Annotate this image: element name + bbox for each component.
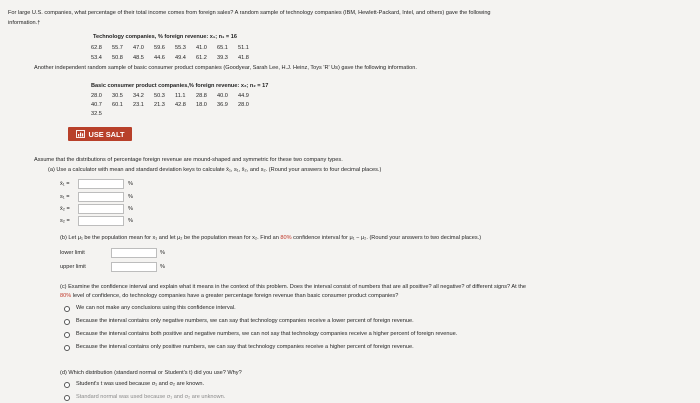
part-d-option-1-radio[interactable] [64,382,70,388]
value-cell: 44.6 [154,55,165,61]
part-c-option-3[interactable]: Because the interval contains both positive and negative numbers, we can not say that technology companies receive a higher percent of foreign revenue. [76,331,458,337]
tech-row-1 [91,45,259,51]
part-c-prompt-1: (c) Examine the confidence interval and explain what it means in the context of this problem. Does the interval consist of numbers that are all positive? all negative? of different signs? At the [60,284,526,290]
value-cell: 55.3 [175,45,186,51]
part-c-prompt-2 [60,293,398,299]
tech-row-2 [91,55,259,61]
value-cell: 21.3 [154,102,165,108]
value-cell: 55.7 [112,45,123,51]
value-cell: 59.6 [154,45,165,51]
part-c-option-2-radio[interactable] [64,319,70,325]
intro-line-2: information.† [8,20,41,26]
value-cell: 18.0 [196,102,207,108]
value-cell: 23.1 [133,102,144,108]
s2-label: s₂ = [60,218,70,224]
intro-line-1: For large U.S. companies, what percentage of their total income comes from foreign sales? A random sample of technology companies (IBM, Hewlett-Packard, Intel, and others) gave the following [8,10,491,16]
lower-limit-unit: % [160,250,165,256]
value-cell: 32.5 [91,111,102,117]
value-cell: 51.1 [238,45,249,51]
value-cell: 49.4 [175,55,186,61]
s2-input[interactable] [78,216,124,226]
lower-limit-label: lower limit [60,250,85,256]
use-salt-button[interactable] [68,127,132,141]
value-cell: 28.0 [91,93,102,99]
xbar2-input[interactable] [78,204,124,214]
value-cell: 40.7 [91,102,102,108]
upper-limit-input[interactable] [111,262,157,272]
value-cell: 65.1 [217,45,228,51]
part-a-prompt: (a) Use a calculator with mean and standard deviation keys to calculate x̄₁, s₁, x̄₂, and s₂. (Round your answers to four decimal places.) [48,167,382,173]
confidence-level: 80% [60,293,72,299]
s1-unit: % [128,194,133,200]
part-c-option-4[interactable]: Because the interval contains only positive numbers, we can say that technology companies receive a higher percent of foreign revenue. [76,344,414,350]
part-b-prompt-start: (b) Let μ₁ be the population mean for x₁ and let μ₂ be the population mean for x₂. Find an [60,235,281,241]
value-cell: 34.2 [133,93,144,99]
value-cell: 61.2 [196,55,207,61]
value-cell: 41.8 [238,55,249,61]
basic-row-2 [91,102,259,108]
upper-limit-unit: % [160,264,165,270]
confidence-level: 80% [280,235,292,241]
value-cell: 11.1 [175,93,186,99]
value-cell: 28.0 [238,102,249,108]
value-cell: 53.4 [91,55,102,61]
chart-icon [76,130,85,138]
tech-title: Technology companies, % foreign revenue: x₁; n₁ = 16 [93,34,237,40]
part-c-option-1[interactable]: We can not make any conclusions using this confidence interval. [76,305,236,311]
part-d-option-2[interactable]: Standard normal was used because σ₁ and σ₂ are unknown. [76,394,226,400]
another-sample-text: Another independent random sample of basic consumer product companies (Goodyear, Sarah Lee, H.J. Heinz, Toys 'R' Us) gave the following information. [34,65,417,71]
value-cell: 30.5 [112,93,123,99]
part-c-option-4-radio[interactable] [64,345,70,351]
part-c-prompt-2-rest: level of confidence, do technology companies have a greater percentage foreign revenue than basic consumer product companies? [71,293,399,299]
value-cell: 39.3 [217,55,228,61]
value-cell: 60.1 [112,102,123,108]
value-cell: 44.9 [238,93,249,99]
value-cell: 50.3 [154,93,165,99]
part-b-prompt-end: confidence interval for μ₁ − μ₂. (Round your answers to two decimal places.) [291,235,482,241]
basic-row-3 [91,111,112,117]
lower-limit-input[interactable] [111,248,157,258]
basic-title: Basic consumer product companies,% foreign revenue: x₂; n₂ = 17 [91,83,269,89]
part-c-option-1-radio[interactable] [64,306,70,312]
xbar1-unit: % [128,181,133,187]
s1-input[interactable] [78,192,124,202]
assume-text: Assume that the distributions of percentage foreign revenue are mound-shaped and symmetric for these two company types. [34,157,343,163]
basic-row-1 [91,93,259,99]
xbar2-unit: % [128,206,133,212]
part-c-option-2[interactable]: Because the interval contains only negative numbers, we can say that technology companies receive a lower percent of foreign revenue. [76,318,414,324]
value-cell: 47.0 [133,45,144,51]
part-d-option-1[interactable]: Student's t was used because σ₁ and σ₂ are known. [76,381,205,387]
value-cell: 62.8 [91,45,102,51]
part-c-option-3-radio[interactable] [64,332,70,338]
upper-limit-label: upper limit [60,264,86,270]
xbar1-input[interactable] [78,179,124,189]
value-cell: 48.5 [133,55,144,61]
value-cell: 40.0 [217,93,228,99]
s2-unit: % [128,218,133,224]
part-d-option-2-radio[interactable] [64,395,70,401]
s1-label: s₁ = [60,194,70,200]
value-cell: 28.8 [196,93,207,99]
part-b-prompt [60,235,481,241]
xbar2-label: x̄₂ = [60,206,70,212]
value-cell: 36.9 [217,102,228,108]
xbar1-label: x̄₁ = [60,181,70,187]
use-salt-label: USE SALT [88,129,125,139]
value-cell: 41.0 [196,45,207,51]
part-d-prompt: (d) Which distribution (standard normal or Student's t) did you use? Why? [60,370,242,376]
value-cell: 42.8 [175,102,186,108]
value-cell: 50.8 [112,55,123,61]
